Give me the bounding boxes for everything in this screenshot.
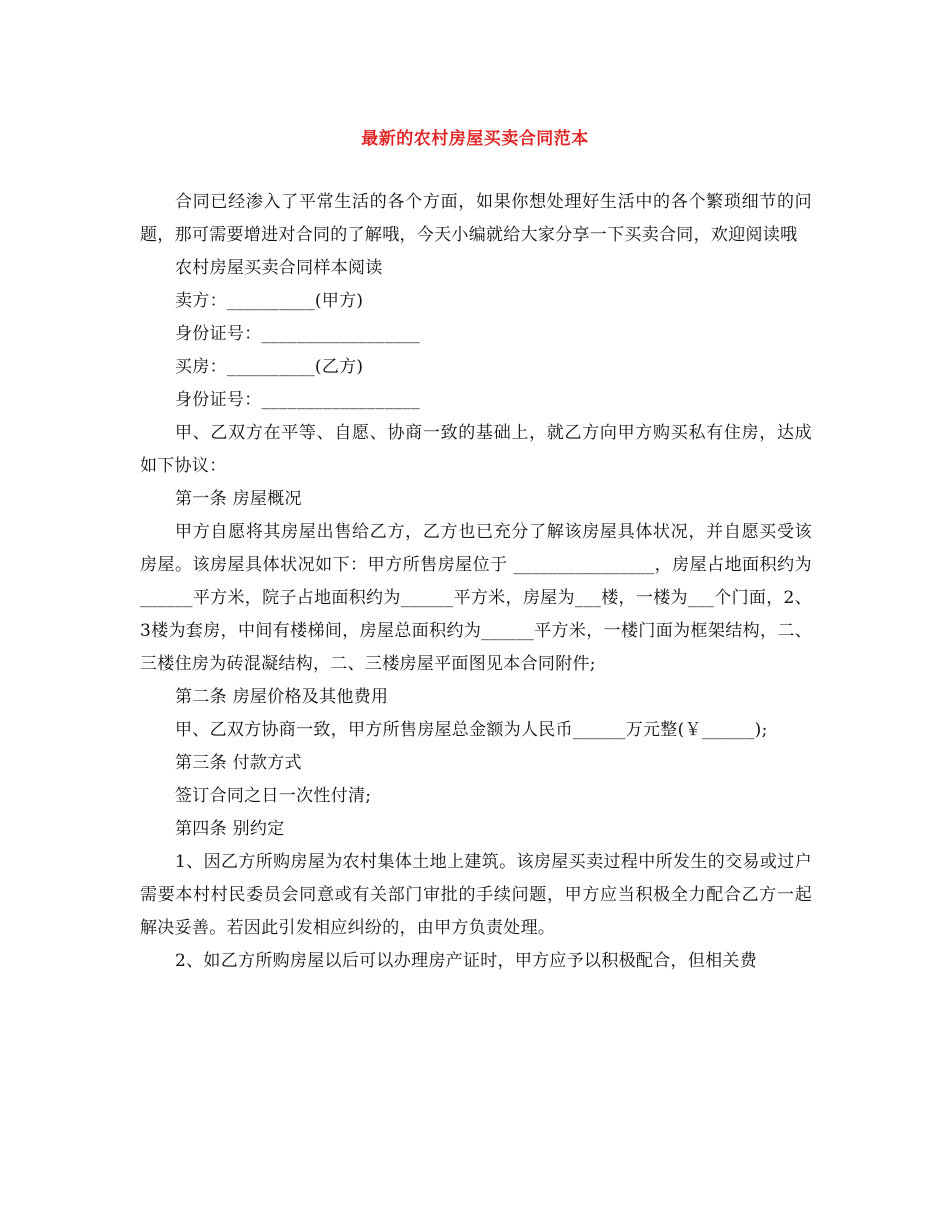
article-4-clause-1: 1、因乙方所购房屋为农村集体土地上建筑。该房屋买卖过程中所发生的交易或过户需要本村村民委员会同意或有关部门审批的手续问题，甲方应当积极全力配合乙方一起解决妥善。若因此引发相应纠纷的，由甲方负责处理。	[140, 852, 812, 938]
article-1-body: 甲方自愿将其房屋出售给乙方，乙方也已充分了解该房屋具体状况，并自愿买受该房屋。该房屋具体状况如下：甲方所售房屋位于 ________________，房屋占地面积约为______平方米，院子占地面积约为______平方米，房屋为___楼，一楼为___个门面，2、3楼为套房，中间有楼梯间，房屋总面积约为______平方米，一楼门面为框架结构，二、三楼住房为砖混凝结构，二、三楼房屋平面图见本合同附件;	[140, 522, 812, 674]
article-2-heading: 第二条 房屋价格及其他费用	[175, 687, 389, 707]
article-4-clause-2: 2、如乙方所购房屋以后可以办理房产证时，甲方应予以积极配合，但相关费	[175, 951, 758, 971]
article-1-heading: 第一条 房屋概况	[175, 489, 302, 509]
paragraph-agreement: 甲、乙双方在平等、自愿、协商一致的基础上，就乙方向甲方购买私有住房，达成如下协议：	[140, 423, 812, 476]
paragraph-seller: 卖方：__________(甲方)	[175, 291, 364, 311]
paragraph-seller-id: 身份证号：__________________	[175, 324, 420, 344]
article-4-heading: 第四条 别约定	[175, 819, 285, 839]
paragraph-sample-heading: 农村房屋买卖合同样本阅读	[175, 258, 383, 278]
document-title: 最新的农村房屋买卖合同范本	[361, 129, 589, 149]
article-2-body: 甲、乙双方协商一致，甲方所售房屋总金额为人民币______万元整(￥______);	[175, 720, 768, 740]
document-body	[140, 186, 812, 978]
paragraph-intro: 合同已经渗入了平常生活的各个方面，如果你想处理好生活中的各个繁琐细节的问题，那可需要增进对合同的了解哦，今天小编就给大家分享一下买卖合同，欢迎阅读哦	[140, 192, 812, 245]
paragraph-buyer: 买房：__________(乙方)	[175, 357, 364, 377]
article-3-body: 签订合同之日一次性付清;	[175, 786, 372, 806]
paragraph-buyer-id: 身份证号：__________________	[175, 390, 420, 410]
article-3-heading: 第三条 付款方式	[175, 753, 302, 773]
